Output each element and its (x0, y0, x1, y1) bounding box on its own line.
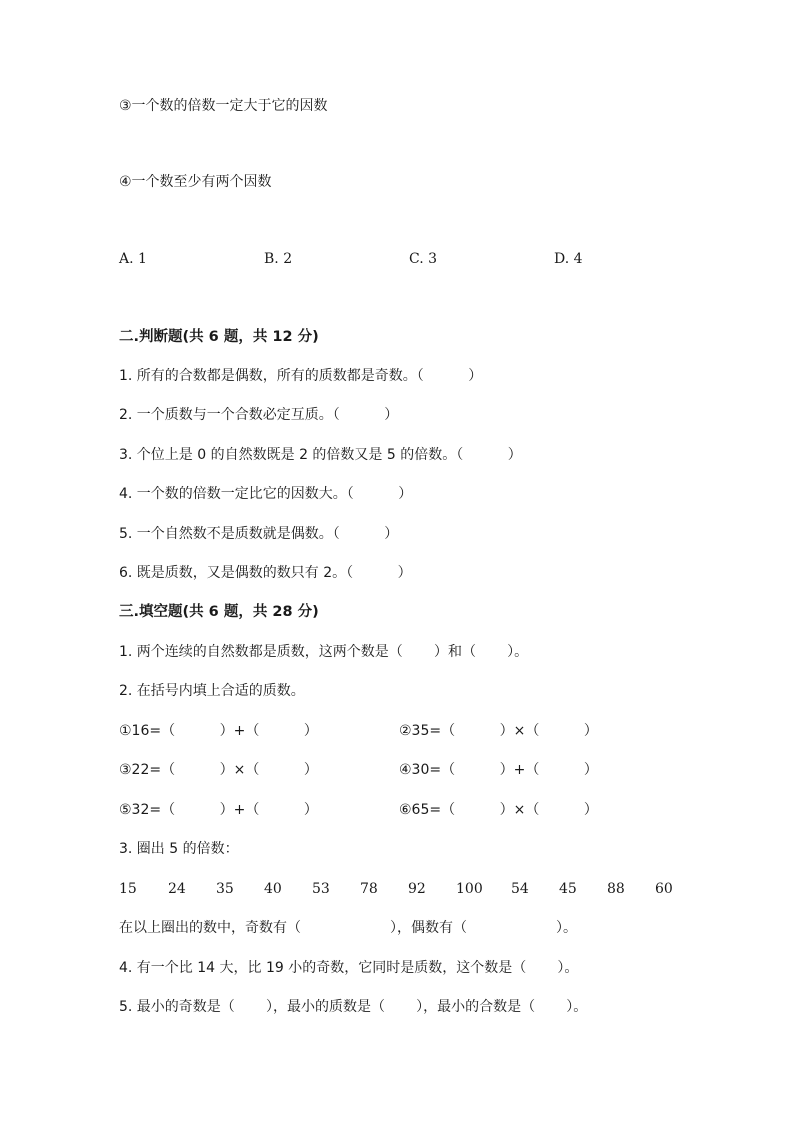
number-item[interactable]: 15 (119, 881, 137, 897)
fill-q2-eq-2: ②35=（ ）×（ ） (399, 723, 598, 739)
fill-q2-eq-6: ⑥65=（ ）×（ ） (399, 802, 598, 818)
number-item[interactable]: 54 (511, 881, 529, 897)
judge-item-3: 3. 个位上是 0 的自然数既是 2 的倍数又是 5 的倍数。（ ） (119, 447, 522, 463)
option-c[interactable]: C. 3 (409, 251, 438, 267)
option-d[interactable]: D. 4 (554, 251, 583, 267)
fill-q2: 2. 在括号内填上合适的质数。 (119, 683, 305, 699)
number-item[interactable]: 45 (559, 881, 577, 897)
number-item[interactable]: 24 (168, 881, 186, 897)
section2-title: 二.判断题(共 6 题，共 12 分) (119, 329, 319, 345)
option-b[interactable]: B. 2 (264, 251, 293, 267)
statement-4: ④一个数至少有两个因数 (119, 174, 272, 190)
fill-q3: 3. 圈出 5 的倍数： (119, 841, 239, 857)
number-item[interactable]: 78 (360, 881, 378, 897)
option-a[interactable]: A. 1 (119, 251, 147, 267)
fill-q2-eq-4: ④30=（ ）+（ ） (399, 762, 598, 778)
fill-q2-eq-1: ①16=（ ）+（ ） (119, 723, 318, 739)
fill-q5: 5. 最小的奇数是（ ），最小的质数是（ ），最小的合数是（ ）。 (119, 999, 588, 1015)
judge-item-2: 2. 一个质数与一个合数必定互质。（ ） (119, 407, 399, 423)
fill-q2-eq-3: ③22=（ ）×（ ） (119, 762, 318, 778)
number-item[interactable]: 88 (607, 881, 625, 897)
number-item[interactable]: 40 (264, 881, 282, 897)
number-item[interactable]: 100 (456, 881, 483, 897)
number-item[interactable]: 35 (216, 881, 234, 897)
number-item[interactable]: 53 (312, 881, 330, 897)
number-item[interactable]: 60 (655, 881, 673, 897)
statement-3: ③一个数的倍数一定大于它的因数 (119, 98, 328, 114)
judge-item-5: 5. 一个自然数不是质数就是偶数。（ ） (119, 526, 399, 542)
judge-item-4: 4. 一个数的倍数一定比它的因数大。（ ） (119, 486, 413, 502)
judge-item-1: 1. 所有的合数都是偶数，所有的质数都是奇数。（ ） (119, 368, 483, 384)
fill-q4: 4. 有一个比 14 大，比 19 小的奇数，它同时是质数，这个数是（ ）。 (119, 960, 579, 976)
section3-title: 三.填空题(共 6 题，共 28 分) (119, 604, 319, 620)
number-item[interactable]: 92 (408, 881, 426, 897)
fill-q3-follow: 在以上圈出的数中，奇数有（ ），偶数有（ ）。 (119, 920, 578, 936)
fill-q1: 1. 两个连续的自然数都是质数，这两个数是（ ）和（ ）。 (119, 644, 529, 660)
judge-item-6: 6. 既是质数，又是偶数的数只有 2。（ ） (119, 565, 412, 581)
fill-q2-eq-5: ⑤32=（ ）+（ ） (119, 802, 318, 818)
